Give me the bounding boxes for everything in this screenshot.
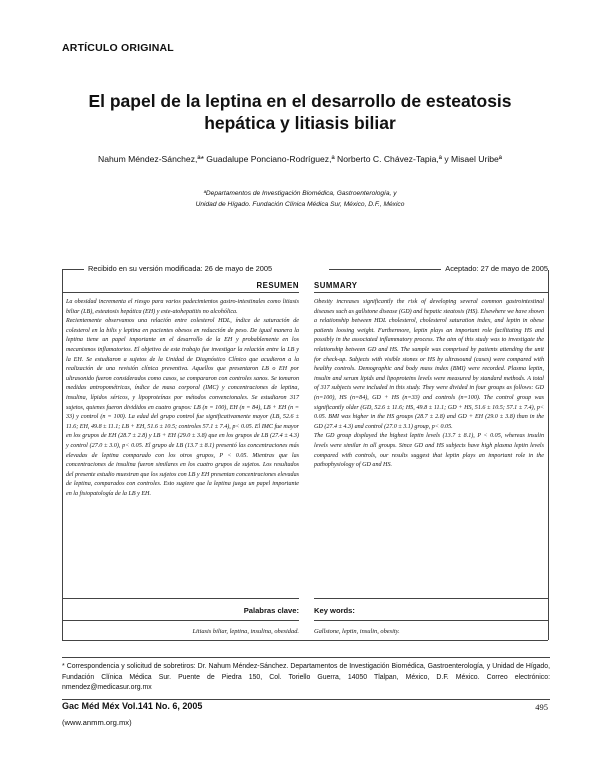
palabras-clave: Litiasis biliar, leptina, insulina, obesidad. [192,628,299,635]
journal-citation: Gac Méd Méx Vol.141 No. 6, 2005 [62,701,203,711]
resumen-paragraph: La obesidad incrementa el riesgo para varios padecimientos gastro-intestinales como litiasis biliar (LB), esteatosis hepática (EH) y este-atohepatitis no alcohólica. [66,299,299,315]
footer-rule [62,699,550,700]
keywords-rule-es [62,598,299,599]
resumen-heading: RESUMEN [256,281,299,290]
accepted-rule [329,269,441,270]
footnote-rule [62,657,550,658]
resumen-text [66,298,299,499]
palabras-clave-label: Palabras clave: [243,606,299,615]
summary-heading: SUMMARY [314,281,358,290]
affiliation-line-1: ªDepartamentos de Investigación Biomédica, Gastroenterología, y [203,190,397,197]
summary-rule [314,292,548,293]
left-border [62,270,63,640]
page-number: 495 [535,702,548,712]
affiliation [60,188,540,210]
affiliation-line-2: Unidad de Hígado. Fundación Clínica Médica Sur, México, D.F., México [195,201,405,208]
summary-text [314,298,544,471]
correspondence-note: * Correspondencia y solicitud de sobretiros: Dr. Nahum Méndez-Sánchez. Departamentos de Investigación Biomédica, Gastroenterología, y Unidad de Hígado, Fundación Clínica Médica Sur. Puente de Piedra 150, Col. Toriello Guerra, 14050 Tlalpan, México, D.F. México. Correo electrónico: nmendez@medicasur.org.mx [62,663,550,692]
abstract-bottom-rule [62,640,548,641]
section-label: ARTÍCULO ORIGINAL [62,42,174,54]
keywords-divider-es [62,620,299,621]
resumen-rule [62,292,299,293]
key-words-label: Key words: [314,606,355,615]
accepted-date [310,264,548,273]
title-line-2: hepática y litiasis biliar [204,113,396,133]
resumen-paragraph: Recientemente observamos una relación entre colesterol HDL, índice de saturación de colesterol en la bilis y leptina en pacientes obesos en reducción de peso. De igual manera la leptina tiene un papel importante en el desarrollo de la EH y probablemente en los mecanismos inflamatorios. El objetivo de este trabajo fue investigar la relación entre la LB y la EH. Se estudiaron a sujetos de la Unidad de Diagnóstico Clínico que acudieron a la realización de una revisión clínica preventiva. Aquellos que presentaron LB o EH por ultrasonido fueron considerados como casos, se compararon con controles sanos. Se tomaron medidas antropométricas, índice de masa corporal (IMC) y concentraciones de leptina, insulina, lípidos séricos, y lipoproteínas por métodos convencionales. Se estudiaron 317 sujetos, quienes fueron divididos en cuatro grupos: LB (n = 100), EH (n = 84), LB + EH (n = 33) y control (n = 100). La edad del grupo control fue significativamente mayor (LB, 52.6 ± 11.6; EH, 49.8 ± 11.1; LB + EH, 51.6 ± 10.5; controles 57.1 ± 7.4), p< 0.05. El IMC fue mayor en los grupos de EH (28.7 ± 2.8) y LB + EH (29.0 ± 3.8) que en los grupos de LB (27.4 ± 4.3) y control (27.0 ± 3.0), p< 0.05. El grupo de LB (13.7 ± 8.1) presentó las concentraciones más elevadas de leptina comparado con los otros grupos, P < 0.05. Mientras que las concentraciones de insulina fueron similares en los cuatro grupos de sujetos. Los resultados del presente estudio muestran que los sujetos con LB y EH presentan concentraciones elevadas de leptina, comparados con controles. Esto sugiere que la leptina juega un papel importante en la fisiopatología de la LB y EH. [66,318,299,497]
article-title [40,90,560,134]
summary-paragraph: The GD group displayed the highest leptin levels (13.7 ± 8.1), P < 0.05, whereas insulin levels were similar in all groups. Since GD and HS subjects have high plasma leptin levels compared with controls, our results suggest that leptin plays an important role in the pathophysiology of GD and HS. [314,433,544,469]
received-date [62,264,299,273]
keywords-rule-en [314,598,548,599]
summary-paragraph: Obesity increases significantly the risk of developing several common gastrointestinal diseases such as gallstone disease (GD) and hepatic steatosis (HS). Elsewhere we have shown a relationship between HDL cholesterol, cholesterol saturation index, and leptin in obese patients loosing weight. Furthermore, leptin plays an important role facilitating HS and possibly in the associated inflammatory process. The aim of this study was to investigate the relationship between GD and HS. The sample was comprised by patients attending the unit for check-up. Subjects with visible stones or HS by ultrasound (cases) were compared with healthy controls. Demographic and body mass index (BMI) were recorded. Plasma leptin, insulin and serum lipids and lipoproteins levels were measured by standard methods. A total of 317 subjects were included in this study. They were divided in four groups as follows: GD (n=100), HS (n=84), GD + HS (n=33) and controls (n=100). The control group was significantly older (GD, 52.6 ± 11.6; HS, 49.8 ± 11.1; GD + HS, 51.6 ± 10.5; 57.1 ± 7.4), p< 0.05. BMI was higher in the HS groups (28.7 ± 2.8) and GD + EH (29.0 ± 3.8) than in the GD (27.4 ± 4.3) and control (27.0 ± 3.1) group, p< 0.05. [314,299,544,430]
title-line-1: El papel de la leptina en el desarrollo de esteatosis [88,91,512,111]
right-border [548,270,549,640]
accepted-text: Aceptado: 27 de mayo de 2005 [445,264,548,273]
received-rule [62,269,84,270]
key-words: Gallstone, leptin, insulin, obesity. [314,628,400,635]
keywords-divider-en [314,620,548,621]
website-link[interactable]: (www.anmm.org.mx) [62,718,132,727]
received-text: Recibido en su versión modificada: 26 de mayo de 2005 [88,264,273,273]
author-list: Nahum Méndez-Sánchez,ª* Guadalupe Ponciano-Rodríguez,ª Norberto C. Chávez-Tapia,ª y Misael Uribeª [98,154,502,164]
